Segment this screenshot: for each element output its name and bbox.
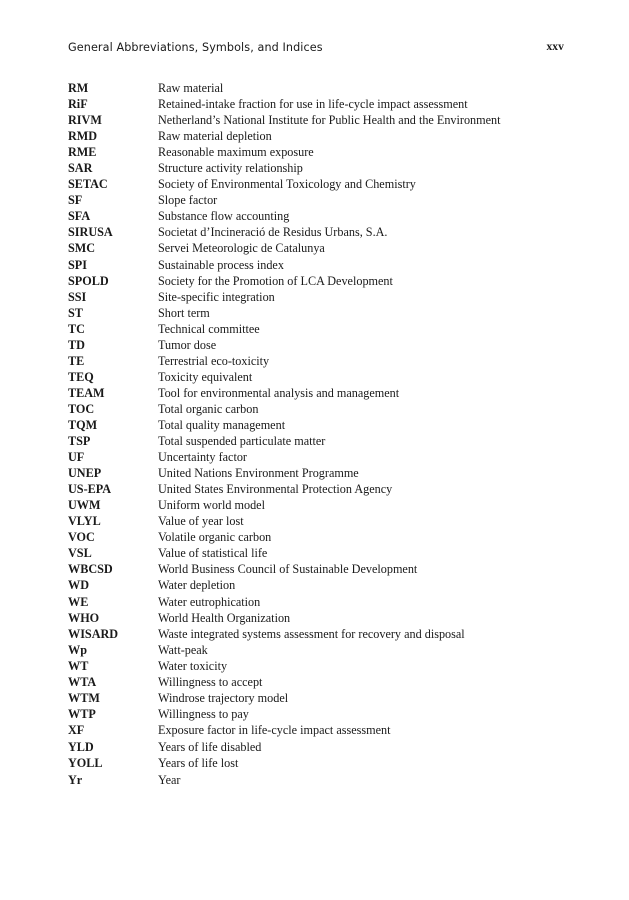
abbreviation-term: VOC <box>68 530 95 545</box>
abbreviation-term: RMD <box>68 129 98 144</box>
abbreviation-definition: Tumor dose <box>158 337 217 352</box>
abbreviation-definition: Willingness to accept <box>158 674 263 689</box>
abbreviation-definition: Raw material depletion <box>158 129 272 144</box>
abbreviation-definition: Years of life lost <box>158 756 239 771</box>
running-header <box>68 41 564 57</box>
abbreviation-row <box>68 96 568 112</box>
abbreviation-row <box>68 674 568 690</box>
abbreviation-row <box>68 497 568 513</box>
abbreviation-row <box>68 658 568 674</box>
abbreviation-term: WISARD <box>68 626 119 641</box>
abbreviation-definition: Year <box>158 772 181 787</box>
abbreviation-row <box>68 80 568 96</box>
abbreviation-term: WE <box>68 594 89 609</box>
abbreviation-definition: Substance flow accounting <box>158 209 290 224</box>
abbreviation-term: TOC <box>68 401 95 416</box>
abbreviation-row <box>68 449 568 465</box>
abbreviation-row <box>68 577 568 593</box>
abbreviation-row <box>68 208 568 224</box>
abbreviation-row <box>68 529 568 545</box>
running-header-title: General Abbreviations, Symbols, and Indices <box>68 41 323 54</box>
abbreviation-row <box>68 690 568 706</box>
abbreviation-term: RiF <box>68 97 88 112</box>
abbreviation-term: SSI <box>68 289 87 304</box>
abbreviation-row <box>68 481 568 497</box>
abbreviation-definition: Waste integrated systems assessment for recovery and disposal <box>158 626 465 641</box>
abbreviation-row <box>68 561 568 577</box>
abbreviation-definition: United Nations Environment Programme <box>158 466 359 481</box>
abbreviation-term: TEQ <box>68 369 94 384</box>
abbreviation-row <box>68 273 568 289</box>
abbreviation-row <box>68 257 568 273</box>
abbreviation-term: UWM <box>68 498 101 513</box>
abbreviation-definition: Site-specific integration <box>158 289 275 304</box>
abbreviation-term: UF <box>68 450 85 465</box>
abbreviation-term: SPOLD <box>68 273 109 288</box>
abbreviation-term: RM <box>68 81 89 95</box>
abbreviation-row <box>68 626 568 642</box>
abbreviation-row <box>68 144 568 160</box>
abbreviation-row <box>68 385 568 401</box>
abbreviation-term: WTA <box>68 674 97 689</box>
abbreviation-term: RME <box>68 145 97 160</box>
abbreviation-definition: Society for the Promotion of LCA Development <box>158 273 393 288</box>
abbreviation-term: SF <box>68 193 83 208</box>
abbreviation-term: US-EPA <box>68 482 112 497</box>
abbreviation-definition: Netherland’s National Institute for Public Health and the Environment <box>158 113 501 128</box>
abbreviation-term: WBCSD <box>68 562 113 577</box>
abbreviation-definition: Total suspended particulate matter <box>158 434 326 449</box>
abbreviation-row <box>68 369 568 385</box>
abbreviation-definition: Structure activity relationship <box>158 161 303 176</box>
abbreviation-row <box>68 401 568 417</box>
abbreviation-term: Wp <box>68 642 87 657</box>
abbreviation-row <box>68 289 568 305</box>
abbreviation-definition: Short term <box>158 305 210 320</box>
abbreviation-definition: Years of life disabled <box>158 740 262 755</box>
abbreviation-term: RIVM <box>68 113 102 128</box>
abbreviation-term: SIRUSA <box>68 225 113 240</box>
abbreviation-row <box>68 706 568 722</box>
abbreviation-term: YLD <box>68 740 94 755</box>
abbreviation-definition: Technical committee <box>158 321 260 336</box>
abbreviation-row <box>68 160 568 176</box>
abbreviation-definition: Value of year lost <box>158 514 244 529</box>
abbreviation-term: VSL <box>68 546 92 561</box>
abbreviation-definition: Tool for environmental analysis and management <box>158 385 400 400</box>
abbreviation-term: SMC <box>68 241 96 256</box>
abbreviation-row <box>68 513 568 529</box>
abbreviation-row <box>68 417 568 433</box>
abbreviation-row <box>68 353 568 369</box>
abbreviation-definition: Toxicity equivalent <box>158 369 253 384</box>
abbreviation-term: TEAM <box>68 385 105 400</box>
abbreviation-definition: Water eutrophication <box>158 594 261 609</box>
abbreviation-definition: United States Environmental Protection Agency <box>158 482 393 497</box>
abbreviation-term: VLYL <box>68 514 101 529</box>
abbreviation-term: TSP <box>68 434 91 449</box>
abbreviation-definition: Watt-peak <box>158 642 208 657</box>
abbreviation-term: SFA <box>68 209 91 224</box>
abbreviation-definition: Sustainable process index <box>158 257 284 272</box>
abbreviation-row <box>68 128 568 144</box>
abbreviation-definition: Reasonable maximum exposure <box>158 145 314 160</box>
abbreviation-definition: Servei Meteorologic de Catalunya <box>158 241 325 256</box>
abbreviation-definition: Slope factor <box>158 193 218 208</box>
abbreviation-row <box>68 722 568 738</box>
abbreviation-row <box>68 465 568 481</box>
abbreviation-row <box>68 610 568 626</box>
abbreviation-row <box>68 755 568 771</box>
abbreviation-definition: Terrestrial eco-toxicity <box>158 353 270 368</box>
abbreviation-row <box>68 112 568 128</box>
abbreviation-row <box>68 176 568 192</box>
abbreviation-row <box>68 321 568 337</box>
abbreviation-term: TD <box>68 337 85 352</box>
abbreviation-row <box>68 192 568 208</box>
abbreviation-term: TC <box>68 321 85 336</box>
abbreviation-term: XF <box>68 722 85 737</box>
abbreviation-definition: Willingness to pay <box>158 706 249 721</box>
abbreviation-row <box>68 545 568 561</box>
abbreviation-term: YOLL <box>68 756 103 771</box>
abbreviation-row <box>68 739 568 755</box>
abbreviation-term: WTM <box>68 690 100 705</box>
abbreviation-term: TQM <box>68 417 98 432</box>
abbreviation-term: TE <box>68 353 85 368</box>
abbreviation-definition: Value of statistical life <box>158 546 268 561</box>
abbreviation-definition: Volatile organic carbon <box>158 530 272 545</box>
abbreviation-term: Yr <box>68 772 83 787</box>
abbreviation-row <box>68 433 568 449</box>
abbreviation-definition: Water depletion <box>158 578 236 593</box>
abbreviation-term: ST <box>68 305 83 320</box>
abbreviation-definition: Retained-intake fraction for use in life-cycle impact assessment <box>158 97 468 112</box>
abbreviation-row <box>68 772 568 788</box>
abbreviation-row <box>68 337 568 353</box>
abbreviation-definition: World Health Organization <box>158 610 291 625</box>
abbreviation-definition: Total organic carbon <box>158 401 259 416</box>
abbreviation-list <box>68 80 568 788</box>
abbreviation-definition: Uncertainty factor <box>158 450 247 465</box>
abbreviation-definition: Uniform world model <box>158 498 265 513</box>
abbreviation-definition: Society of Environmental Toxicology and Chemistry <box>158 177 416 192</box>
abbreviation-definition: Total quality management <box>158 417 286 432</box>
page-number: xxv <box>546 41 564 53</box>
abbreviation-definition: Water toxicity <box>158 658 228 673</box>
abbreviation-term: WT <box>68 658 89 673</box>
abbreviation-term: WTP <box>68 706 96 721</box>
abbreviation-row <box>68 642 568 658</box>
abbreviation-term: SETAC <box>68 177 108 192</box>
abbreviation-term: UNEP <box>68 466 102 481</box>
abbreviation-term: SPI <box>68 257 87 272</box>
abbreviation-row <box>68 594 568 610</box>
abbreviation-definition: Raw material <box>158 81 224 95</box>
abbreviation-definition: Windrose trajectory model <box>158 690 289 705</box>
abbreviation-term: WD <box>68 578 89 593</box>
abbreviation-definition: Societat d’Incineració de Residus Urbans, S.A. <box>158 225 388 240</box>
abbreviation-row <box>68 224 568 240</box>
abbreviation-term: SAR <box>68 161 93 176</box>
abbreviation-term: WHO <box>68 610 100 625</box>
abbreviation-definition: Exposure factor in life-cycle impact assessment <box>158 722 391 737</box>
abbreviation-definition: World Business Council of Sustainable Development <box>158 562 418 577</box>
abbreviation-row <box>68 305 568 321</box>
abbreviation-row <box>68 240 568 256</box>
